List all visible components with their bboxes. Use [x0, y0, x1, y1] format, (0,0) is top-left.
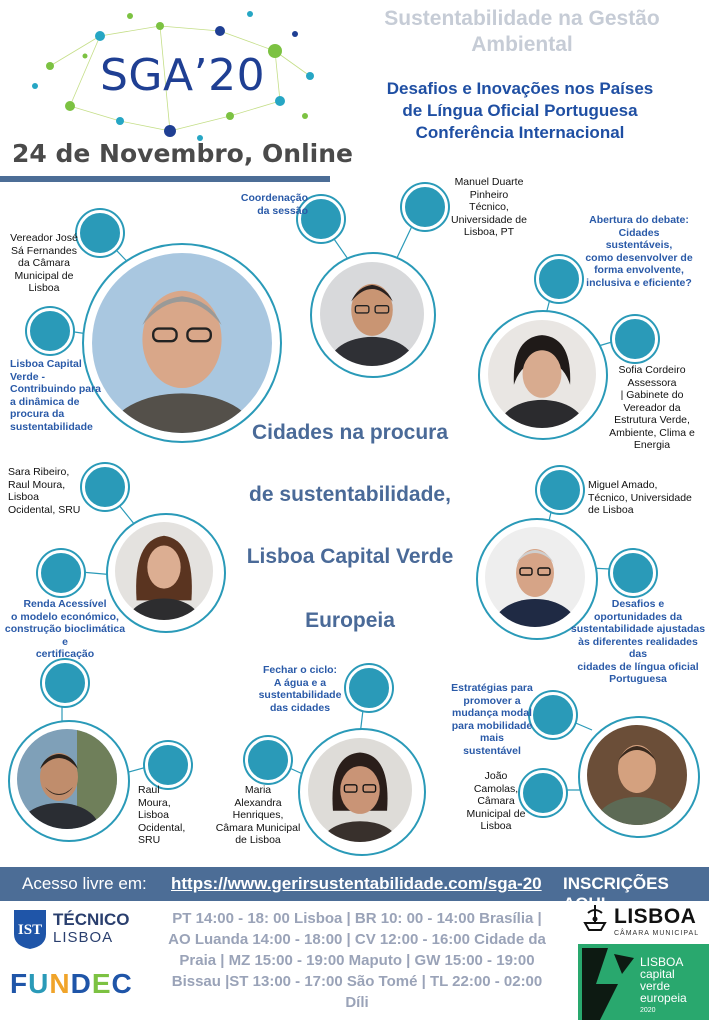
tecnico-logo-icon	[12, 908, 48, 950]
label-line: sustentabilidade	[258, 689, 342, 701]
green-capital-badge	[578, 944, 709, 1020]
speaker-photo-joao	[587, 725, 687, 825]
label-line: Lisboa	[138, 809, 169, 821]
label-line: cidades de língua oficial	[577, 660, 699, 673]
label-line: Moura,	[138, 796, 171, 809]
label-line: Técnico,	[469, 201, 509, 213]
conference-title-line: Sustentabilidade na Gestão	[384, 7, 660, 30]
label-line: Henriques,	[232, 809, 284, 821]
label-line: Assessora	[627, 376, 677, 389]
label-line: Vereador José	[10, 232, 78, 244]
accent-dot	[530, 692, 576, 738]
registration-url-link[interactable]: https://www.gerirsustentabilidade.com/sga-20	[171, 874, 542, 893]
talk-topic-sara	[2, 598, 128, 661]
label-line: Universidade de	[451, 213, 527, 226]
label-line: Municipal de	[466, 807, 526, 820]
session-title-line: Europeia	[305, 609, 395, 632]
speaker-name-miguel	[588, 479, 703, 517]
label-line: forma envolvente,	[594, 264, 684, 276]
speaker-name-maria	[210, 784, 306, 847]
label-line: Lisboa	[8, 491, 39, 503]
label-line: procura da	[10, 408, 65, 420]
label-line: sustentabilidade	[10, 420, 93, 433]
lisboa-ship-icon	[580, 903, 610, 933]
speaker-photo-jose	[92, 253, 272, 433]
label-line: construção bioclimática e	[4, 623, 126, 648]
talk-topic-sofia	[584, 214, 694, 289]
label-line: Estrutura Verde,	[614, 414, 690, 426]
label-line: Municipal de	[14, 269, 74, 282]
label-line: Maria	[244, 784, 272, 796]
timezone-schedule	[158, 908, 556, 1013]
label-line: inclusiva e eficiente?	[586, 276, 692, 289]
conference-subtitle-line: de Língua Oficial Portuguesa	[402, 101, 638, 120]
talk-topic-miguel	[570, 598, 706, 686]
label-line: Energia	[633, 439, 671, 451]
label-line: Raul Moura,	[8, 478, 66, 491]
label-line: de Lisboa	[588, 504, 634, 516]
label-line: Portuguesa	[609, 673, 667, 685]
speaker-name-raul	[138, 784, 198, 847]
schedule-line: Praia | MZ 15:00 - 19:00 Maputo | GW 15:00 - 19:00	[179, 952, 535, 969]
speaker-photo-maria	[308, 738, 412, 842]
label-line: Abertura do debate:	[589, 214, 689, 226]
label-line: das cidades	[269, 701, 331, 714]
accent-dot	[42, 660, 88, 706]
label-line: Técnico, Universidade	[588, 491, 692, 504]
label-line: Verde -	[10, 370, 46, 383]
speaker-name-joao	[466, 770, 526, 833]
label-line: João	[484, 770, 508, 782]
lisboa-logo-text: LISBOA	[614, 905, 697, 928]
speaker-name-manuel	[448, 176, 530, 239]
label-line: A água e a	[273, 676, 327, 689]
accent-dot	[612, 316, 658, 362]
label-line: Câmara	[477, 795, 515, 807]
conference-subtitle	[330, 78, 709, 144]
accent-dot	[145, 742, 191, 788]
accent-dot	[346, 665, 392, 711]
talk-topic-manuel	[208, 192, 308, 217]
accent-dot	[537, 467, 583, 513]
talk-topic-jose	[10, 358, 110, 433]
svg-text:IST: IST	[17, 922, 43, 938]
label-line: Vereador da	[623, 401, 681, 414]
label-line: de Lisboa	[235, 834, 281, 846]
speaker-photo-raul	[17, 729, 117, 829]
talk-topic-maria	[252, 664, 348, 714]
label-line: Raul	[138, 784, 160, 796]
session-title-line: Cidades na procura	[251, 421, 449, 444]
label-line: oportunidades da	[593, 610, 683, 623]
talk-topic-joao	[450, 682, 534, 757]
green-capital-line: LISBOA	[640, 955, 684, 969]
label-line: Contribuindo para	[10, 383, 101, 395]
conference-subtitle-line: Desafios e Inovações nos Países	[386, 79, 654, 98]
label-line: Miguel Amado,	[588, 479, 658, 491]
speaker-name-jose	[4, 232, 84, 295]
label-line: Estratégias para	[451, 682, 533, 694]
label-line: Câmara Municipal	[215, 821, 301, 834]
label-line: o modelo económico,	[11, 610, 119, 623]
green-capital-graphic	[578, 944, 638, 1020]
accent-dot	[38, 550, 84, 596]
speaker-name-sofia	[602, 364, 702, 452]
accent-dot	[245, 737, 291, 783]
schedule-line: Díli	[345, 994, 369, 1011]
accent-dot	[402, 184, 448, 230]
label-line: Coordenação	[240, 192, 308, 204]
label-line: Lisboa	[28, 282, 60, 294]
speaker-photo-manuel	[320, 262, 424, 366]
accent-dot	[536, 256, 582, 302]
label-line: para mobilidade	[451, 719, 533, 732]
label-line: | Gabinete do	[620, 389, 684, 401]
label-line: sustentabilidade ajustadas	[570, 623, 706, 635]
session-title-line: Lisboa Capital Verde	[246, 545, 454, 568]
accent-dot	[610, 550, 656, 596]
label-line: como desenvolver de	[585, 251, 693, 264]
speaker-photo-sara	[115, 522, 213, 620]
fundec-logo: FUNDEC	[10, 968, 133, 999]
green-capital-line: capital	[640, 967, 675, 981]
green-capital-text	[640, 956, 687, 1004]
label-line: Sá Fernandes	[11, 244, 77, 257]
green-capital-line: europeia	[640, 991, 687, 1005]
label-line: promover a	[463, 694, 521, 707]
label-line: a dinâmica de	[10, 395, 80, 408]
accent-dot	[520, 770, 566, 816]
label-line: Lisboa	[480, 820, 512, 832]
schedule-line: PT 14:00 - 18: 00 Lisboa | BR 10: 00 - 14:00 Brasília |	[172, 910, 542, 927]
label-line: Camolas,	[473, 782, 519, 795]
label-line: Renda Acessível	[23, 598, 107, 610]
sga-logo-text: SGA’20	[100, 50, 266, 101]
label-line: Ocidental,	[138, 821, 186, 834]
label-line: Ambiente, Clima e	[609, 426, 695, 439]
conference-title-line: Ambiental	[471, 33, 573, 56]
green-capital-line: verde	[640, 979, 671, 993]
speaker-photo-sofia	[488, 320, 596, 428]
label-line: Sara Ribeiro,	[8, 466, 70, 478]
conference-subtitle-line: Conferência Internacional	[415, 123, 625, 142]
event-date: 24 de Novembro, Online	[12, 139, 353, 168]
label-line: mudança modal	[452, 707, 532, 719]
label-line: Manuel Duarte	[454, 176, 524, 188]
conference-title	[332, 6, 709, 58]
access-label: Acesso livre em:	[22, 874, 147, 893]
label-line: Lisboa, PT	[463, 226, 515, 238]
register-link[interactable]: INSCRIÇÕES AQUI	[563, 874, 669, 913]
schedule-line: Bissau |ST 13:00 - 17:00 São Tomé | TL 22:00 - 02:00	[171, 973, 543, 990]
accent-dot	[82, 464, 128, 510]
label-line: Lisboa Capital	[10, 358, 82, 370]
label-line: mais sustentável	[463, 732, 521, 757]
label-line: Ocidental, SRU	[8, 503, 81, 516]
date-underline	[0, 176, 330, 182]
label-line: Cidades sustentáveis,	[605, 226, 673, 251]
label-line: Fechar o ciclo:	[262, 664, 338, 676]
label-line: Alexandra	[234, 796, 282, 809]
tecnico-logo-text: TÉCNICO	[53, 910, 130, 929]
schedule-line: AO Luanda 14:00 - 18:00 | CV 12:00 - 16:00 Cidade da	[168, 931, 546, 948]
label-line: Pinheiro	[469, 188, 509, 201]
label-line: da Câmara	[18, 257, 70, 269]
accent-dot	[27, 308, 73, 354]
tecnico-logo-subtext: LISBOA	[53, 929, 114, 946]
label-line: certificação	[35, 648, 95, 660]
label-line: às diferentes realidades das	[578, 635, 698, 660]
green-capital-year: 2020	[640, 1007, 656, 1014]
speaker-name-sara	[8, 466, 88, 516]
label-line: Sofia Cordeiro	[618, 364, 686, 376]
lisboa-logo-subtext: CÂMARA MUNICIPAL	[614, 930, 700, 937]
label-line: Desafios e	[611, 598, 665, 610]
label-line: SRU	[138, 834, 161, 846]
label-line: da sessão	[257, 204, 308, 217]
session-title-line: de sustentabilidade,	[249, 483, 451, 506]
